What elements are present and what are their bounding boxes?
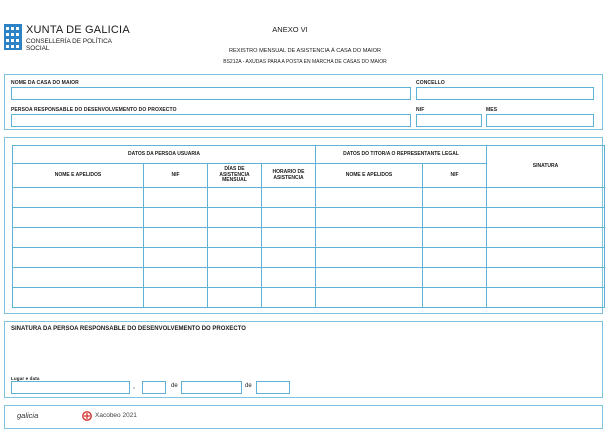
col-header-titor-nome: NOME E APELIDOS [316, 164, 423, 188]
col-header-nif: NIF [144, 164, 208, 188]
annex-label: ANEXO VI [272, 25, 308, 34]
table-cell[interactable] [487, 208, 605, 228]
table-cell[interactable] [262, 208, 316, 228]
persoa-responsable-label: PERSOA RESPONSABLE DO DESENVOLVEMENTO DO PROXECTO [11, 107, 177, 113]
table-cell[interactable] [487, 188, 605, 208]
form-title: REXISTRO MENSUAL DE ASISTENCIA Á CASA DO MAIOR [228, 48, 382, 54]
day-input[interactable] [142, 381, 166, 394]
table-cell[interactable] [144, 268, 208, 288]
attendance-table [12, 145, 605, 308]
table-cell[interactable] [144, 288, 208, 308]
table-cell[interactable] [208, 288, 262, 308]
table-cell[interactable] [423, 268, 487, 288]
place-input[interactable] [11, 381, 130, 394]
table-cell[interactable] [423, 228, 487, 248]
mes-label: MES [486, 107, 498, 113]
group-header-usuaria: DATOS DA PERSOA USUARIA [13, 146, 316, 164]
table-cell[interactable] [208, 268, 262, 288]
table-row [13, 288, 605, 308]
nome-casa-label: NOME DA CASA DO MAIOR [11, 80, 79, 86]
table-row [13, 188, 605, 208]
col-header-nome: NOME E APELIDOS [13, 164, 144, 188]
table-cell[interactable] [208, 248, 262, 268]
col-header-sinatura: SINATURA [487, 146, 605, 188]
de-label-2: de [245, 383, 252, 389]
group-header-titor: DATOS DO TITOR/A O REPRESENTANTE LEGAL [316, 146, 487, 164]
table-cell[interactable] [316, 208, 423, 228]
table-cell[interactable] [144, 228, 208, 248]
place-date-label: Lugar e data [11, 376, 40, 381]
col-header-dias: DÍAS DE ASISTENCIA MENSUAL [208, 164, 262, 188]
table-cell[interactable] [316, 228, 423, 248]
galicia-logo: galicia [17, 411, 39, 420]
comma-separator: , [133, 383, 135, 390]
xacobeo-logo-icon [82, 411, 92, 421]
year-input[interactable] [256, 381, 290, 394]
table-cell[interactable] [423, 248, 487, 268]
table-cell[interactable] [262, 248, 316, 268]
table-cell[interactable] [487, 288, 605, 308]
table-cell[interactable] [13, 248, 144, 268]
nif-label: NIF [416, 107, 425, 113]
table-cell[interactable] [316, 268, 423, 288]
de-label-1: de [171, 383, 178, 389]
table-cell[interactable] [487, 248, 605, 268]
logo-title: XUNTA DE GALICIA [26, 24, 130, 36]
table-cell[interactable] [262, 268, 316, 288]
table-cell[interactable] [13, 288, 144, 308]
concello-label: CONCELLO [416, 80, 445, 86]
table-cell[interactable] [423, 208, 487, 228]
table-cell[interactable] [144, 188, 208, 208]
footer-bar [4, 405, 603, 429]
table-cell[interactable] [423, 288, 487, 308]
table-cell[interactable] [13, 228, 144, 248]
xunta-logo-icon [4, 24, 22, 50]
form-subtitle: BS212A - AXUDAS PARA A POSTA EN MARCHA DE CASAS DO MAIOR [223, 59, 387, 65]
xacobeo-label: Xacobeo 2021 [95, 412, 137, 419]
table-cell[interactable] [487, 228, 605, 248]
table-cell[interactable] [262, 228, 316, 248]
table-row [13, 248, 605, 268]
persoa-responsable-input[interactable] [11, 114, 411, 127]
table-cell[interactable] [13, 188, 144, 208]
nif-input[interactable] [416, 114, 482, 127]
col-header-horario: HORARIO DE ASISTENCIA [262, 164, 316, 188]
table-cell[interactable] [262, 288, 316, 308]
col-header-titor-nif: NIF [423, 164, 487, 188]
table-cell[interactable] [487, 268, 605, 288]
table-cell[interactable] [316, 248, 423, 268]
nome-casa-input[interactable] [11, 87, 411, 100]
table-cell[interactable] [208, 208, 262, 228]
table-cell[interactable] [423, 188, 487, 208]
table-cell[interactable] [316, 188, 423, 208]
table-cell[interactable] [144, 248, 208, 268]
table-cell[interactable] [13, 208, 144, 228]
table-row [13, 268, 605, 288]
table-row [13, 208, 605, 228]
concello-input[interactable] [416, 87, 594, 100]
table-cell[interactable] [208, 188, 262, 208]
logo-subtitle: CONSELLERÍA DE POLÍTICA SOCIAL [26, 38, 112, 53]
table-cell[interactable] [262, 188, 316, 208]
table-cell[interactable] [316, 288, 423, 308]
month-input[interactable] [181, 381, 242, 394]
table-cell[interactable] [13, 268, 144, 288]
table-cell[interactable] [208, 228, 262, 248]
mes-input[interactable] [486, 114, 594, 127]
signature-title: SINATURA DA PERSOA RESPONSABLE DO DESENVOLVEMENTO DO PROXECTO [11, 326, 246, 332]
table-row [13, 228, 605, 248]
table-cell[interactable] [144, 208, 208, 228]
